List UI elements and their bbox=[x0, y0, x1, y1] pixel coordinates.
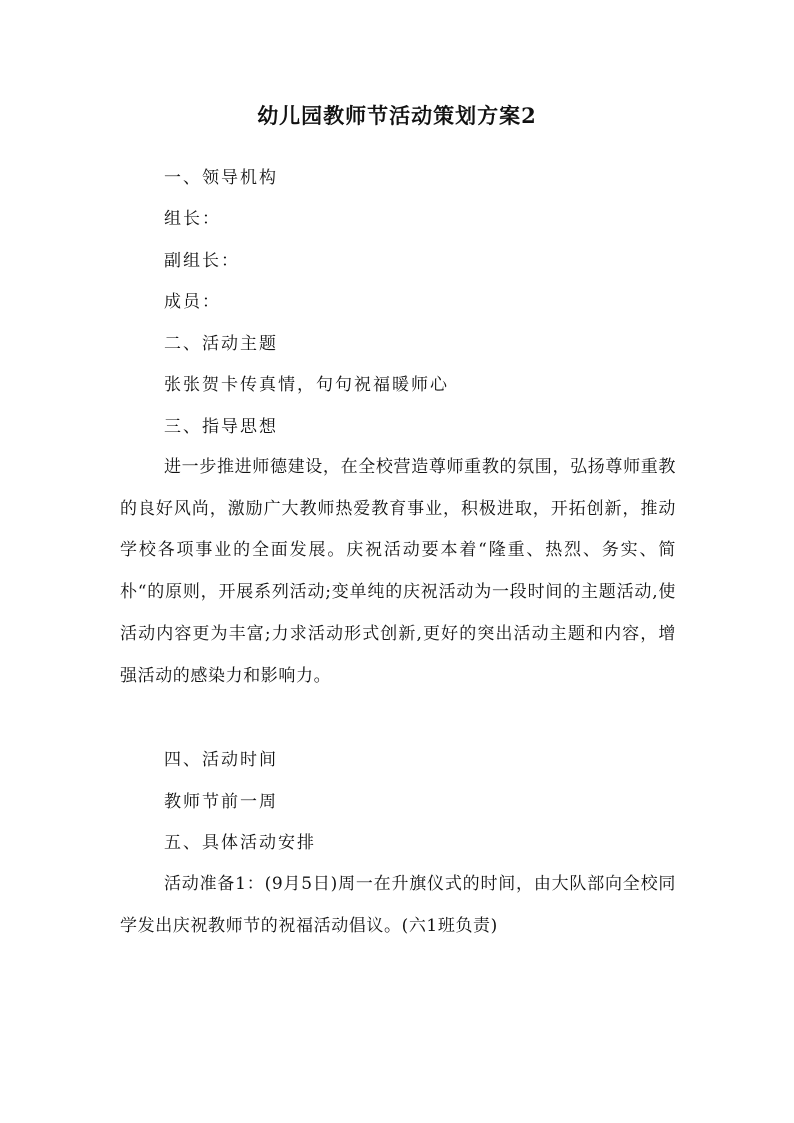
members-line: 成员： bbox=[164, 292, 221, 312]
section-heading-time: 四、活动时间 bbox=[164, 750, 278, 770]
deputy-leader-line: 副组长： bbox=[164, 251, 240, 271]
section-heading-theme: 二、活动主题 bbox=[164, 334, 278, 354]
section-heading-arrangement: 五、具体活动安排 bbox=[164, 833, 316, 853]
activity-paragraph: 活动准备1：(9月5日)周一在升旗仪式的时间，由大队部向全校同学发出庆祝教师节的祝福活动倡议。(六1班负责) bbox=[120, 874, 676, 936]
leader-line: 组长： bbox=[164, 209, 221, 229]
theme-text: 张张贺卡传真情，句句祝福暖师心 bbox=[164, 375, 449, 395]
section-heading-leadership: 一、领导机构 bbox=[164, 168, 278, 188]
document-title: 幼儿园教师节活动策划方案2 bbox=[257, 103, 537, 128]
guiding-paragraph: 进一步推进师德建设，在全校营造尊师重教的氛围，弘扬尊师重教的良好风尚，激励广大教师热爱教育事业，积极进取，开拓创新，推动学校各项事业的全面发展。庆祝活动要本着“隆重、热烈、务实、简朴“的原则，开展系列活动;变单纯的庆祝活动为一段时间的主题活动,使活动内容更为丰富;力求活动形式创新,更好的突出活动主题和内容，增强活动的感染力和影响力。 bbox=[120, 457, 676, 686]
section-heading-guiding: 三、指导思想 bbox=[164, 417, 278, 437]
time-text: 教师节前一周 bbox=[164, 792, 278, 812]
